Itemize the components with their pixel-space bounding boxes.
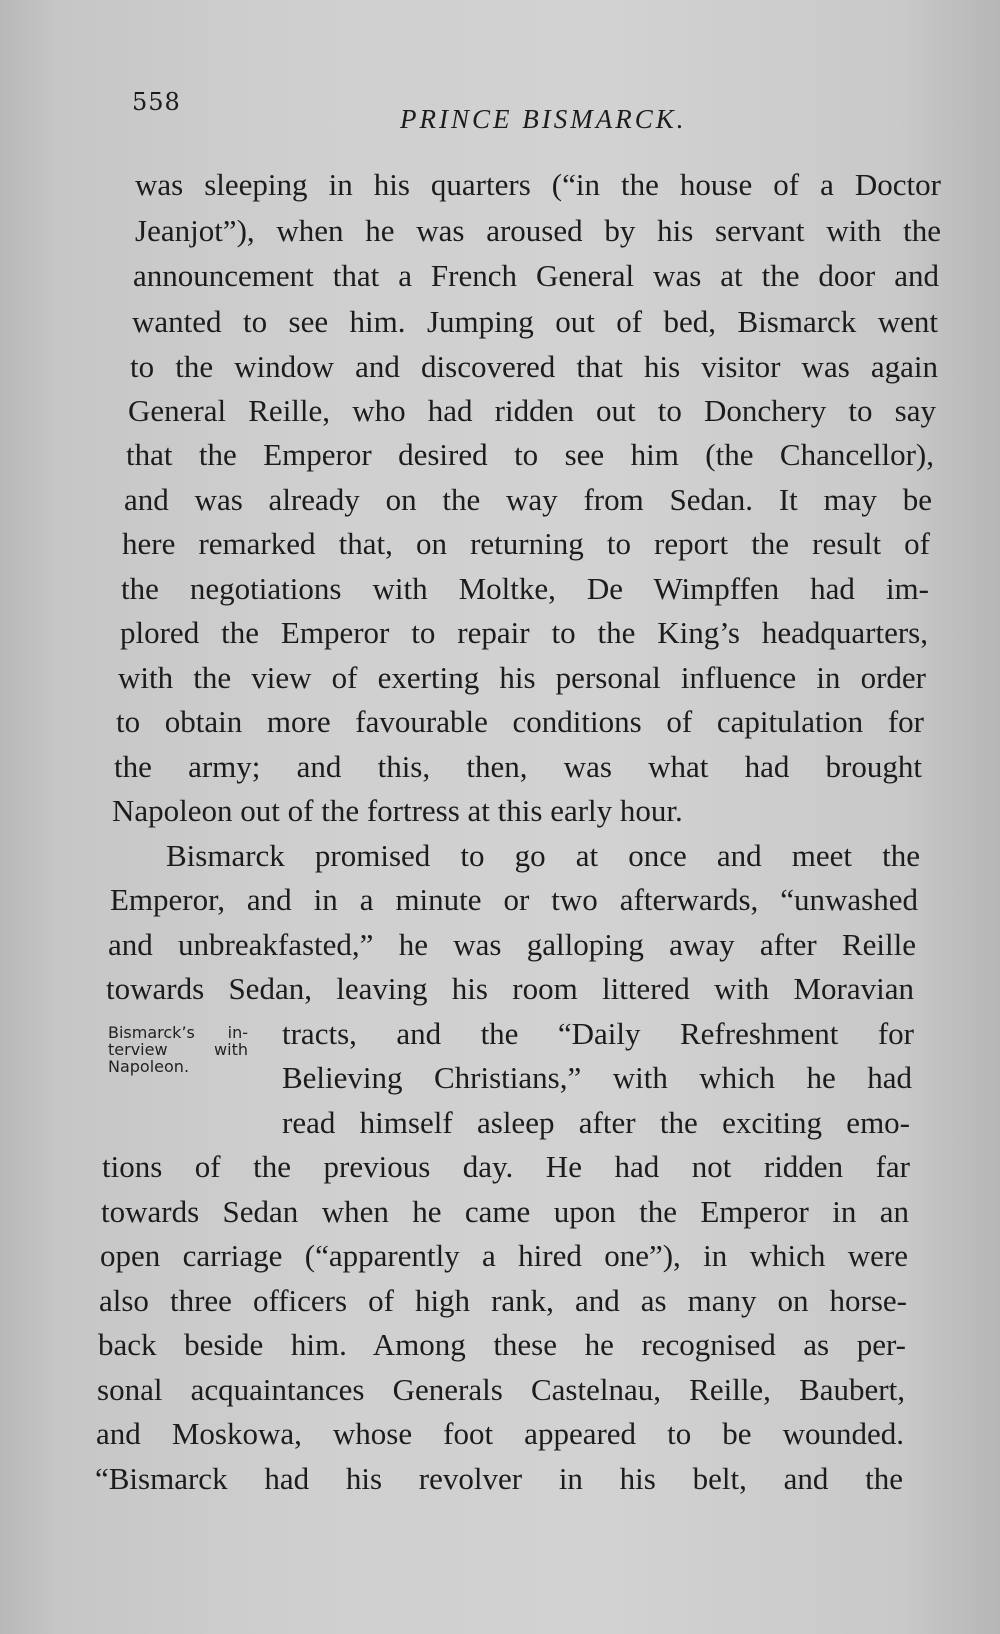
text-line: open carriage (“apparently a hired one”), in which were <box>100 1238 908 1273</box>
running-head: PRINCE BISMARCK. <box>400 104 687 134</box>
text-line: and was already on the way from Sedan. It may be <box>124 482 932 517</box>
text-line: General Reille, who had ridden out to Donchery to say <box>128 393 936 428</box>
margin-note <box>108 1024 248 1075</box>
text-line: Believing Christians,” with which he had <box>282 1060 912 1095</box>
text-line: wanted to see him. Jumping out of bed, Bismarck went <box>132 304 938 339</box>
text-line: here remarked that, on returning to report the result of <box>122 526 930 561</box>
text-line: and unbreakfasted,” he was galloping away after Reille <box>108 927 916 962</box>
text-line: towards Sedan when he came upon the Emperor in an <box>101 1194 909 1229</box>
text-line: to obtain more favourable conditions of capitulation for <box>116 704 924 739</box>
text-line: Napoleon out of the fortress at this early hour. <box>112 793 683 828</box>
text-line: with the view of exerting his personal influence in order <box>118 660 926 695</box>
text-line: was sleeping in his quarters (“in the house of a Doctor <box>135 167 941 202</box>
text-line: tracts, and the “Daily Refreshment for <box>282 1016 914 1051</box>
text-line: that the Emperor desired to see him (the Chancellor), <box>126 437 934 472</box>
page-number: 558 <box>132 88 181 116</box>
margin-note-line: terview with <box>108 1040 248 1059</box>
text-line: Bismarck promised to go at once and meet the <box>166 838 920 873</box>
text-line: and Moskowa, whose foot appeared to be wounded. <box>96 1416 904 1451</box>
text-line: Jeanjot”), when he was aroused by his servant with the <box>135 213 941 248</box>
margin-note-line: Bismarck’s in- <box>108 1023 248 1042</box>
margin-note-line: Napoleon. <box>108 1057 190 1076</box>
text-line: also three officers of high rank, and as many on horse- <box>99 1283 907 1318</box>
text-line: the army; and this, then, was what had brought <box>114 749 922 784</box>
text-line: towards Sedan, leaving his room littered with Moravian <box>106 971 914 1006</box>
text-line: sonal acquaintances Generals Castelnau, Reille, Baubert, <box>97 1372 905 1407</box>
text-line: Emperor, and in a minute or two afterwards, “unwashed <box>110 882 918 917</box>
text-line: to the window and discovered that his visitor was again <box>130 349 938 384</box>
text-line: read himself asleep after the exciting emo- <box>282 1105 910 1140</box>
text-line: the negotiations with Moltke, De Wimpffen had im- <box>121 571 929 606</box>
text-line: tions of the previous day. He had not ridden far <box>102 1149 910 1184</box>
text-line: announcement that a French General was at the door and <box>133 258 939 293</box>
text-line: back beside him. Among these he recognised as per- <box>98 1327 906 1362</box>
text-line: “Bismarck had his revolver in his belt, and the <box>95 1461 903 1496</box>
text-line: plored the Emperor to repair to the King’s headquarters, <box>120 615 928 650</box>
